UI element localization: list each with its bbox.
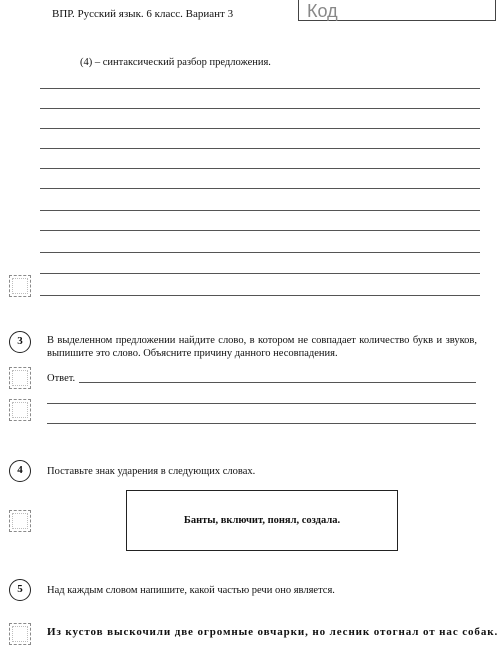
answer-line[interactable] xyxy=(40,188,480,189)
task3-number-badge: 3 xyxy=(9,331,31,353)
task3-answer-line[interactable] xyxy=(47,423,476,424)
answer-line[interactable] xyxy=(40,168,480,169)
task2-instruction: (4) – синтаксический разбор предложения. xyxy=(80,57,271,68)
task3-answer-label: Ответ. xyxy=(47,373,76,384)
task5-sentence[interactable]: Из кустов выскочили две огромные овчарки, но лесник отогнал от нас собак. xyxy=(47,626,499,638)
task3-answer-line[interactable] xyxy=(79,382,476,383)
task3-answer-line[interactable] xyxy=(47,403,476,404)
task4-words-frame xyxy=(126,490,398,551)
answer-line[interactable] xyxy=(40,252,480,253)
answer-line[interactable] xyxy=(40,295,480,296)
code-label: Код xyxy=(307,1,338,21)
task2-score-box[interactable] xyxy=(9,275,31,297)
task3-score-box-2[interactable] xyxy=(9,399,31,421)
answer-line[interactable] xyxy=(40,88,480,89)
answer-line[interactable] xyxy=(40,108,480,109)
answer-line[interactable] xyxy=(40,230,480,231)
answer-line[interactable] xyxy=(40,273,480,274)
task3-score-box-1[interactable] xyxy=(9,367,31,389)
task4-words[interactable]: Банты, включит, понял, создала. xyxy=(183,515,341,526)
answer-line[interactable] xyxy=(40,128,480,129)
answer-line[interactable] xyxy=(40,148,480,149)
task5-number-badge: 5 xyxy=(9,579,31,601)
code-field[interactable] xyxy=(298,0,496,21)
task4-text: Поставьте знак ударения в следующих словах. xyxy=(47,466,256,477)
page-header-title: ВПР. Русский язык. 6 класс. Вариант 3 xyxy=(52,8,234,20)
task4-score-box[interactable] xyxy=(9,510,31,532)
task3-text: В выделенном предложении найдите слово, в котором не совпадает количество букв и звуков, выпишите это слово. Объясните причину данного несовпадения. xyxy=(47,335,477,359)
task4-number-badge: 4 xyxy=(9,460,31,482)
task5-text: Над каждым словом напишите, какой частью речи оно является. xyxy=(47,585,335,596)
task5-score-box[interactable] xyxy=(9,623,31,645)
answer-line[interactable] xyxy=(40,210,480,211)
